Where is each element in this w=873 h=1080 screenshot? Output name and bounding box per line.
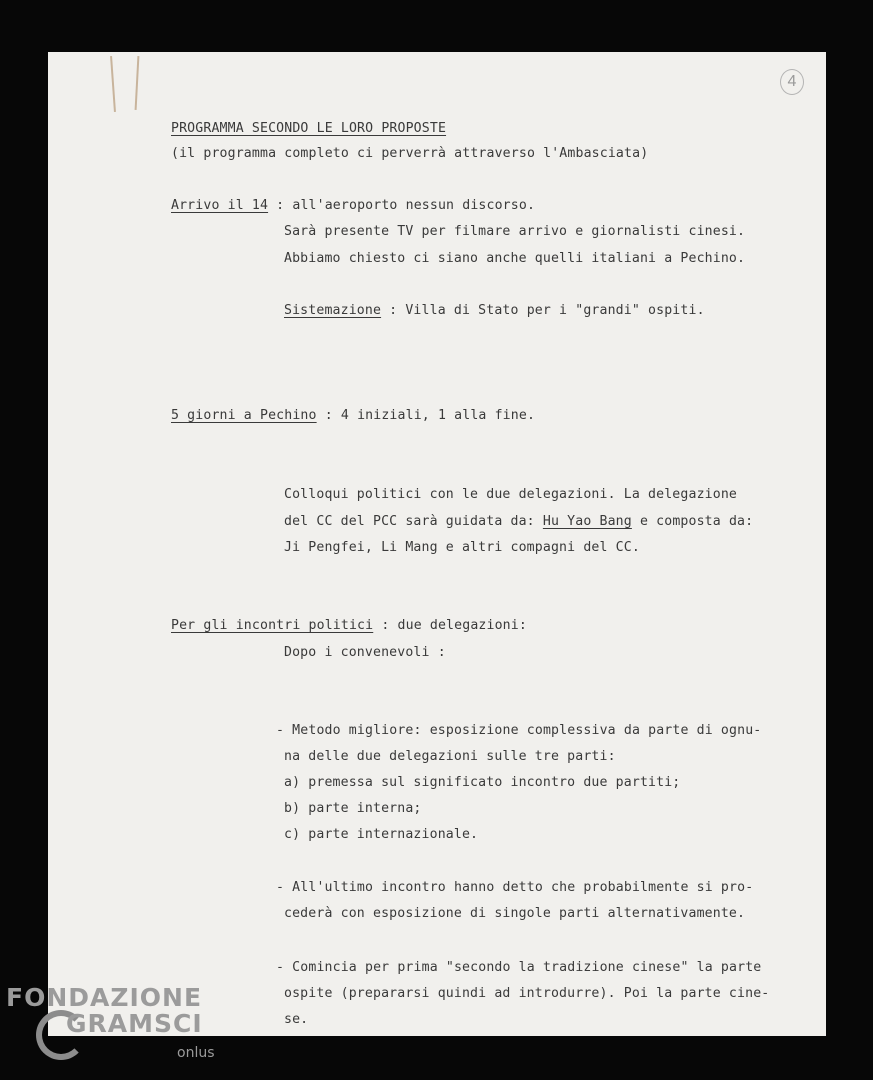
- metodo-line-4: b) parte interna;: [284, 801, 422, 816]
- comincia-line-1: - Comincia per prima "secondo la tradizione cinese" la parte: [276, 960, 762, 975]
- metodo-line-5: c) parte internazionale.: [284, 827, 479, 842]
- metodo-line-1: - Metodo migliore: esposizione complessiva da parte di ognu-: [276, 723, 762, 738]
- colloqui-line-2: del CC del PCC sarà guidata da: Hu Yao Bang e composta da:: [284, 514, 754, 529]
- incontri-line: Per gli incontri politici : due delegazioni:: [171, 618, 527, 633]
- giorni-line: 5 giorni a Pechino : 4 iniziali, 1 alla fine.: [171, 408, 536, 423]
- metodo-line-2: na delle due delegazioni sulle tre parti:: [284, 749, 616, 764]
- document-subtitle: (il programma completo ci perverrà attraverso l'Ambasciata): [171, 146, 649, 161]
- ultimo-line-1: - All'ultimo incontro hanno detto che probabilmente si pro-: [276, 880, 754, 895]
- sistemazione-line: Sistemazione : Villa di Stato per i "grandi" ospiti.: [284, 303, 705, 318]
- document-title: PROGRAMMA SECONDO LE LORO PROPOSTE: [171, 121, 447, 136]
- fondazione-gramsci-logo: FONDAZIONE GRAMSCI: [6, 983, 203, 1038]
- incontri-label: Per gli incontri politici: [171, 618, 374, 633]
- colloqui-line-1: Colloqui politici con le due delegazioni. La delegazione: [284, 487, 738, 502]
- comincia-line-3: se.: [284, 1012, 309, 1027]
- sistemazione-label: Sistemazione: [284, 303, 382, 318]
- metodo-line-3: a) premessa sul significato incontro due partiti;: [284, 775, 681, 790]
- page-number: 4: [780, 69, 804, 95]
- comincia-line-2: ospite (prepararsi quindi ad introdurre). Poi la parte cine-: [284, 986, 770, 1001]
- arrivo-line-1: Arrivo il 14 : all'aeroporto nessun discorso.: [171, 198, 536, 213]
- giorni-label: 5 giorni a Pechino: [171, 408, 317, 423]
- logo-onlus: onlus: [177, 1045, 215, 1061]
- arrivo-line-3: Abbiamo chiesto ci siano anche quelli italiani a Pechino.: [284, 251, 746, 266]
- arrivo-line-2: Sarà presente TV per filmare arrivo e giornalisti cinesi.: [284, 224, 746, 239]
- incontri-line-2: Dopo i convenevoli :: [284, 645, 446, 660]
- colloqui-line-3: Ji Pengfei, Li Mang e altri compagni del CC.: [284, 540, 640, 555]
- ultimo-line-2: cederà con esposizione di singole parti alternativamente.: [284, 906, 746, 921]
- hu-yao-bang: Hu Yao Bang: [542, 514, 632, 529]
- arrivo-label: Arrivo il 14: [171, 198, 269, 213]
